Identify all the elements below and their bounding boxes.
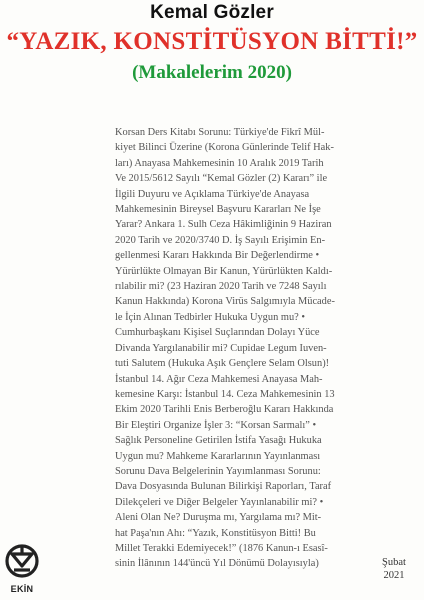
contents-line: 2020 Tarih ve 2020/3740 D. İş Sayılı Erişimin En- <box>115 234 326 246</box>
contents-line: sinin İlânının 144'üncü Yıl Dönümü Dolayısıyla) <box>115 558 319 570</box>
contents-line: İlgili Duyuru ve Açıklama Türkiye'de Anayasa <box>115 188 310 200</box>
publisher-name: EKİN <box>10 584 34 594</box>
book-subtitle: (Makalelerim 2020) <box>132 62 292 83</box>
contents-line: Bir Eleştiri Organize İşler 3: “Korsan Sarmalı” • <box>115 419 317 431</box>
publication-year: 2021 <box>383 570 405 581</box>
publisher-logo <box>2 540 42 598</box>
contents-line: Mahkemesinin Bireysel Başvuru Kararları Ne İşe <box>115 204 321 216</box>
contents-line: Korsan Ders Kitabı Sorunu: Türkiye'de Fikrî Mül- <box>115 127 325 138</box>
book-title: “YAZIK, KONSTİTÜSYON BİTTİ!” <box>6 28 418 55</box>
contents-line: Millet Terakki Edemiyecek!” (1876 Kanun-ı Esasî- <box>115 542 328 554</box>
contents-line: rılabilir mi? (23 Haziran 2020 Tarih ve 7248 Sayılı <box>115 281 327 293</box>
contents-line: Ekim 2020 Tarihli Enis Berberoğlu Kararı Hakkında <box>115 404 334 416</box>
contents-line: İstanbul 14. Ağır Ceza Mahkemesi Anayasa Mah- <box>115 373 323 385</box>
contents-line: Dava Dosyasında Bulunan Bilirkişi Raporları, Taraf <box>115 481 332 493</box>
contents-line: Divanda Yargılanabilir mi? Cupidae Legum Iuven- <box>115 342 327 354</box>
contents-line: le İçin Alınan Tedbirler Hukuka Uygun mu? • <box>115 311 305 323</box>
contents-line: Sağlık Personeline Getirilen İstifa Yasağı Hukuka <box>115 435 322 447</box>
contents-line: Yarar? Ankara 1. Sulh Ceza Hâkimliğinin 9 Haziran <box>115 219 332 231</box>
publication-month: Şubat <box>382 557 406 568</box>
contents-line: Cumhurbaşkanı Kişisel Suçlarından Dolayı Yüce <box>115 327 320 339</box>
contents-line: kemesine Karşı: İstanbul 14. Ceza Mahkemesinin 13 <box>115 388 335 400</box>
contents-line: Aleni Olan Ne? Duruşma mı, Yargılama mı? Mit- <box>115 512 322 524</box>
contents-line: Yürürlükte Olmayan Bir Kanun, Yürürlükten Kaldı- <box>115 265 333 277</box>
contents-line: ları) Anayasa Mahkemesinin 10 Aralık 2019 Tarih <box>115 157 324 169</box>
contents-line: tuti Salutem (Hukuka Aşık Gençlere Selam Olsun)! <box>115 358 330 370</box>
ekin-logo-icon <box>2 540 42 582</box>
contents-line: hat Paşa'nın Ahı: “Yazık, Konstitüsyon Bitti! Bu <box>115 527 316 539</box>
contents-line: Dilekçeleri ve Diğer Belgeler Yayınlanabilir mi? • <box>115 496 324 508</box>
author-name: Kemal Gözler <box>150 2 274 23</box>
contents-line: Uygun mu? Mahkeme Kararlarının Yayınlanması <box>115 450 321 462</box>
publication-date <box>370 556 418 582</box>
contents-text <box>115 125 335 570</box>
contents-line: kiyet Bilinci Üzerine (Korona Günlerinde Telif Hak- <box>115 142 334 154</box>
contents-line: Ve 2015/5612 Sayılı “Kemal Gözler (2) Kararı” ile <box>115 173 328 185</box>
contents-line: Sorunu Dava Belgelerinin Yayımlanması Sorunu: <box>115 465 321 477</box>
contents-line: gellenmesi Kararı Hakkında Bir Değerlendirme • <box>115 250 320 262</box>
contents-line: Kanun Hakkında) Korona Virüs Salgımıyla Mücade- <box>115 296 335 308</box>
